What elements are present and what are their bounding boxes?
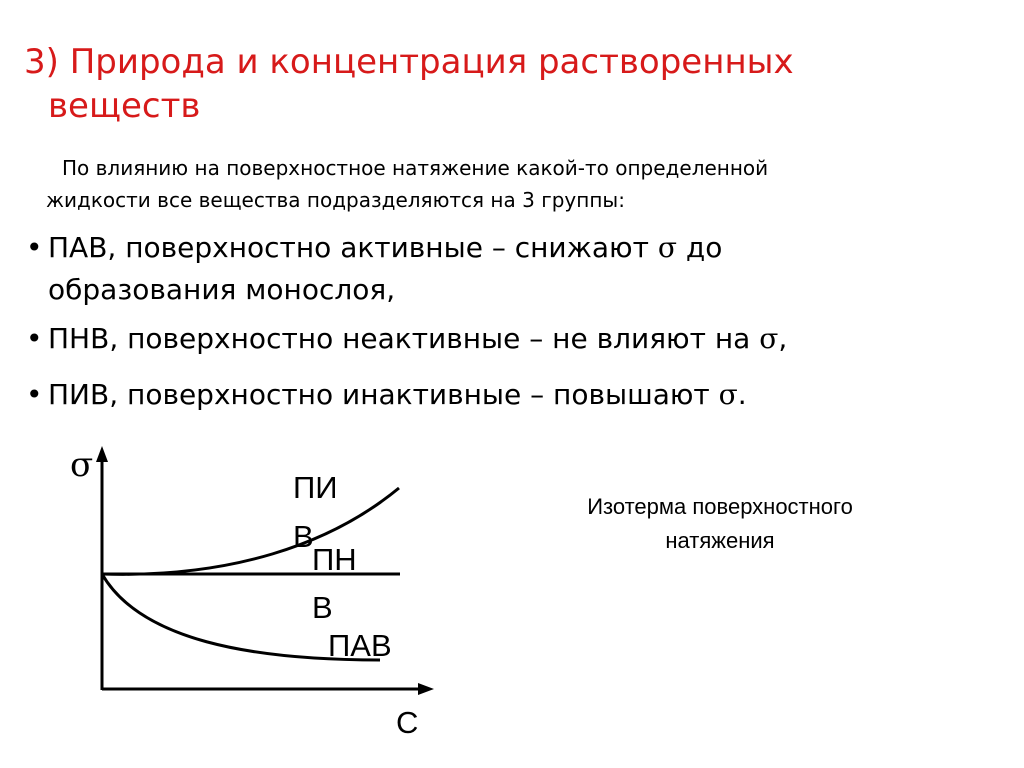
- piv-label-line-2: В: [293, 519, 314, 554]
- intro-line-2: жидкости все вещества подразделяются на 3 группы:: [46, 188, 625, 212]
- bullet-pnv-main: ПНВ, поверхностно неактивные – не влияют на: [48, 322, 751, 355]
- x-axis-arrow: [418, 683, 434, 695]
- y-axis-label: σ: [70, 445, 94, 485]
- diagram-caption: [520, 490, 920, 558]
- caption-line-1: Изотерма поверхностного: [587, 494, 853, 519]
- bullet-pav-continuation: образования монослоя,: [48, 273, 396, 306]
- pnv-label-line-2: В: [312, 590, 333, 625]
- bullet-pnv-after: ,: [778, 322, 788, 355]
- sigma-symbol: σ: [718, 378, 738, 411]
- sigma-symbol: σ: [657, 231, 677, 264]
- pnv-label-line-1: ПН: [312, 542, 357, 577]
- bullet-piv-after: .: [737, 378, 747, 411]
- bullet-marker: •: [26, 231, 43, 264]
- x-axis-label: C: [396, 705, 419, 740]
- caption-line-2: натяжения: [665, 528, 775, 553]
- bullet-pav-after: до: [676, 231, 723, 264]
- sigma-symbol: σ: [759, 322, 779, 355]
- bullet-piv-main: ПИВ, поверхностно инактивные – повышают: [48, 378, 710, 411]
- slide-title-line-1: 3) Природа и концентрация растворенных: [24, 42, 794, 82]
- y-axis-arrow: [96, 446, 108, 462]
- bullet-marker: •: [26, 322, 43, 355]
- intro-line-1: По влиянию на поверхностное натяжение какой-то определенной: [62, 156, 769, 180]
- piv-label-line-1: ПИ: [293, 470, 338, 505]
- slide-title-line-2: веществ: [48, 86, 201, 126]
- bullet-marker: •: [26, 378, 43, 411]
- bullet-pav-main: ПАВ, поверхностно активные – снижают: [48, 231, 649, 264]
- pav-label: ПАВ: [328, 628, 392, 663]
